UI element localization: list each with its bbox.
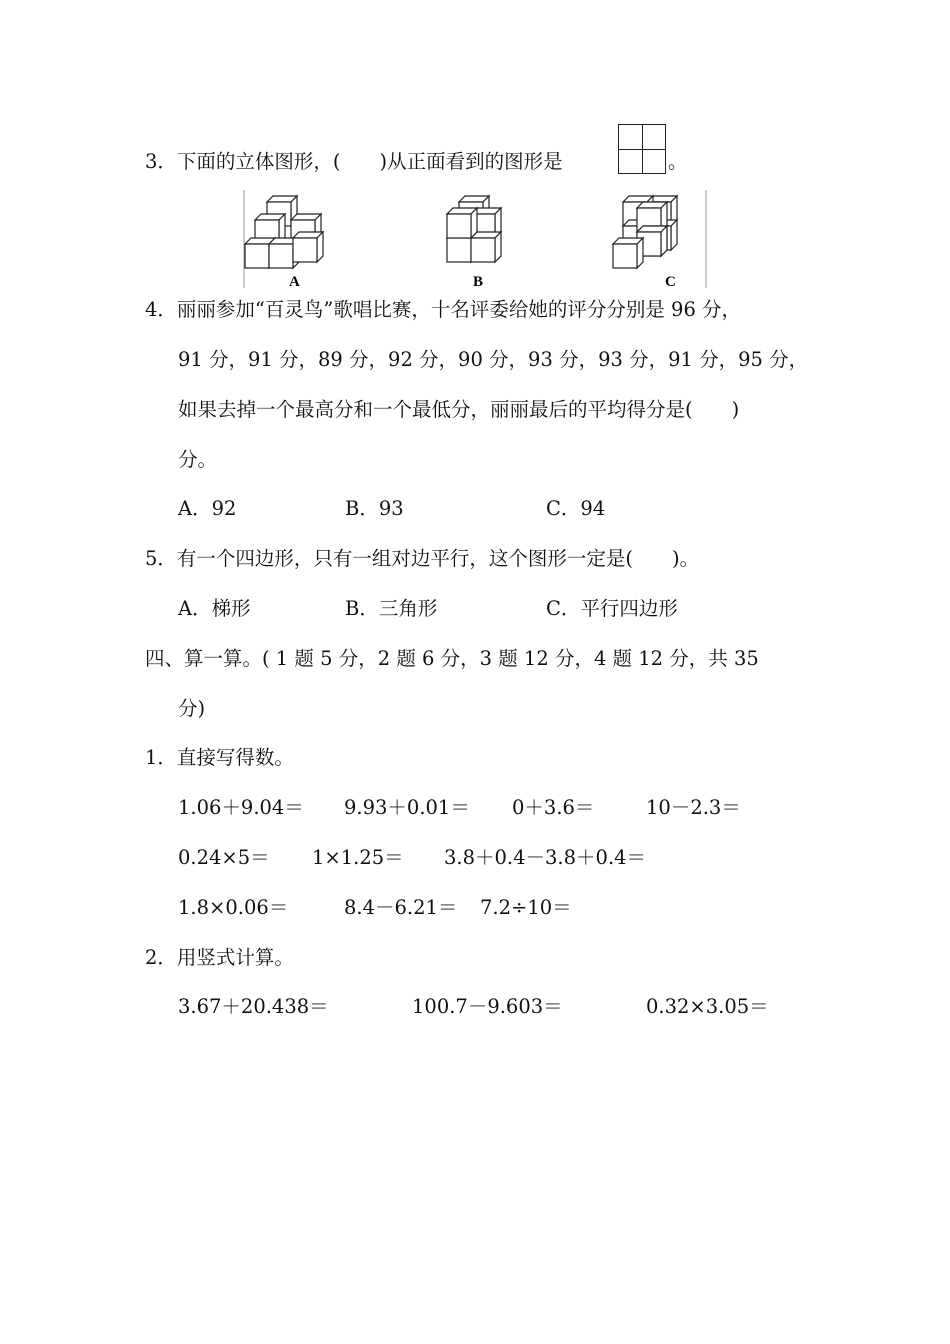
s4-q1-item: 1.8×0.06＝ (178, 896, 289, 919)
solid-figures-diagram (243, 188, 708, 290)
question-4-option-b: B．93 (345, 497, 404, 520)
question-4-line2: 91 分，91 分，89 分，92 分，90 分，93 分，93 分，91 分，95 分， (178, 348, 809, 371)
question-3-end: 。 (668, 150, 688, 173)
question-5-stem: 5．有一个四边形，只有一组对边平行，这个图形一定是( )。 (145, 547, 700, 570)
figure-b-label: B (473, 274, 484, 290)
s4-q2-item: 0.32×3.05＝ (646, 995, 769, 1018)
s4-q1-item: 10－2.3＝ (646, 796, 741, 819)
section-4-heading-line2: 分) (178, 697, 206, 720)
question-5-option-b: B．三角形 (345, 597, 438, 620)
question-4-option-c: C．94 (546, 497, 606, 520)
s4-q2-item: 3.67＋20.438＝ (178, 995, 329, 1018)
s4-q1-item: 3.8＋0.4－3.8＋0.4＝ (444, 846, 647, 869)
figure-a-label: A (289, 274, 300, 290)
question-5-option-c: C．平行四边形 (546, 597, 678, 620)
question-5-option-a: A．梯形 (178, 597, 251, 620)
figure-a-icon (245, 196, 323, 268)
front-view-icon (618, 124, 666, 174)
question-4-line3: 如果去掉一个最高分和一个最低分，丽丽最后的平均得分是( ) (178, 398, 740, 421)
s4-q1-item: 8.4－6.21＝ (344, 896, 458, 919)
s4-q1-item: 1.06＋9.04＝ (178, 796, 304, 819)
s4-q2-item: 100.7－9.603＝ (412, 995, 563, 1018)
figure-c-label: C (665, 274, 676, 290)
s4-q1-item: 0.24×5＝ (178, 846, 270, 869)
question-4-line4: 分。 (178, 448, 218, 471)
s4-q1-item: 0＋3.6＝ (512, 796, 595, 819)
s4-q1-item: 1×1.25＝ (312, 846, 404, 869)
figure-c-icon (613, 196, 677, 268)
section-4-heading-line1: 四、算一算。( 1 题 5 分，2 题 6 分，3 题 12 分，4 题 12 分，共 35 (145, 647, 759, 670)
figure-b-icon (447, 196, 501, 262)
question-4-line1: 4．丽丽参加“百灵鸟”歌唱比赛，十名评委给她的评分分别是 96 分， (145, 298, 742, 321)
question-4-option-a: A．92 (178, 497, 237, 520)
s4-q2-title: 2．用竖式计算。 (145, 946, 294, 969)
s4-q1-item: 9.93＋0.01＝ (344, 796, 470, 819)
s4-q1-title: 1．直接写得数。 (145, 746, 294, 769)
question-3-stem: 3．下面的立体图形，( )从正面看到的图形是 (145, 150, 563, 173)
s4-q1-item: 7.2÷10＝ (480, 896, 572, 919)
